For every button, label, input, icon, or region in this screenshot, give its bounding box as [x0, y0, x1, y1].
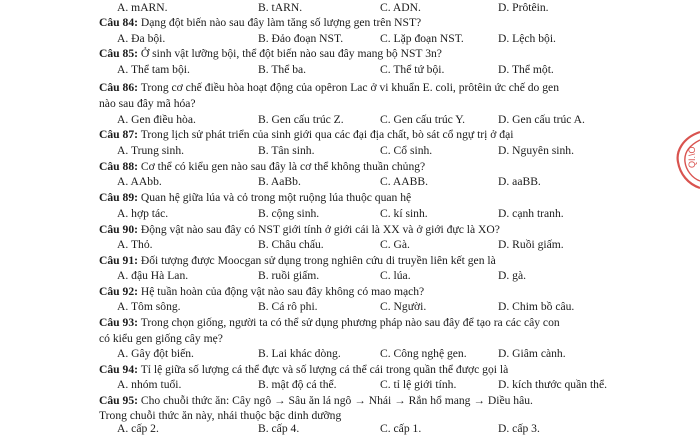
question-90 [0, 222, 700, 237]
question-text: Đối tượng được Moocgan sử dụng trong nghiên cứu di truyền liên kết gen là [140, 254, 496, 267]
option-c: C. AABB. [380, 175, 428, 188]
option-a: A. đậu Hà Lan. [117, 269, 189, 282]
answer-options-row [0, 237, 690, 252]
question-text: Cho chuỗi thức ăn: Cây ngô → Sâu ăn lá ngô → Nhái → Rắn hổ mang → Diều hâu. [140, 394, 533, 407]
stamp-text: QI.\O [687, 146, 697, 168]
question-93 [0, 315, 700, 330]
option-c: C. Cổ sinh. [380, 144, 433, 157]
option-b: B. Đảo đoạn NST. [258, 32, 344, 45]
option-d: D. Giâm cành. [498, 347, 566, 360]
option-c: C. Thể tứ bội. [380, 63, 445, 76]
question-number: Câu 89: [99, 191, 138, 204]
question-86-continuation [0, 96, 700, 111]
question-text: Ở sinh vật lưỡng bội, thể đột biến nào sau đây mang bộ NST 3n? [140, 47, 442, 60]
question-text: Trong chọn giống, người ta có thể sử dụng phương pháp nào sau đây để tạo ra các cây con [140, 316, 560, 329]
option-a: A. Thể tam bội. [117, 63, 190, 76]
option-a: A. Gây đột biến. [117, 347, 194, 360]
option-c: C. Công nghệ gen. [380, 347, 467, 360]
question-number: Câu 93: [99, 316, 138, 329]
option-d: D. Gen cấu trúc A. [498, 113, 585, 126]
answer-options-row [0, 143, 690, 158]
option-c: C. lúa. [380, 269, 411, 282]
option-b: B. Gen cấu trúc Z. [258, 113, 344, 126]
question-text: Trong cơ chế điều hòa hoạt động của opêron Lac ở vi khuẩn E. coli, prôtêin ức chế do gen [140, 81, 559, 94]
option-c: C. Lặp đoạn NST. [380, 32, 464, 45]
question-88 [0, 159, 700, 174]
option-c: C. ADN. [380, 1, 421, 14]
question-84 [0, 15, 700, 30]
answer-options-row [0, 346, 690, 361]
question-text: Trong lịch sử phát triển của sinh giới qua các đại địa chất, bò sát cổ ngự trị ở đại [140, 128, 514, 141]
question-text: Cơ thể có kiểu gen nào sau đây là cơ thể không thuần chủng? [140, 160, 426, 173]
option-d: D. Lệch bội. [498, 32, 556, 45]
question-number: Câu 88: [99, 160, 138, 173]
question-number: Câu 86: [99, 81, 138, 94]
answer-options-row [0, 421, 690, 436]
option-a: A. Tôm sông. [117, 300, 181, 313]
answer-options-row [0, 268, 690, 283]
answer-options-row [0, 174, 690, 189]
option-b: B. Lai khác dòng. [258, 347, 341, 360]
option-d: D. Thể một. [498, 63, 554, 76]
option-a: A. Gen điều hòa. [117, 113, 196, 126]
red-stamp-icon [670, 128, 700, 192]
option-a: A. nhóm tuổi. [117, 378, 182, 391]
question-text: Tỉ lệ giữa số lượng cá thể đực và số lượng cá thể cái trong quần thể được gọi là [140, 363, 509, 376]
option-a: A. AAbb. [117, 175, 162, 188]
option-d: D. cấp 3. [498, 422, 540, 435]
question-number: Câu 84: [99, 16, 138, 29]
option-c: C. cấp 1. [380, 422, 422, 435]
question-number: Câu 90: [99, 223, 138, 236]
option-b: B. tARN. [258, 1, 303, 14]
question-text: Quan hệ giữa lúa và cỏ trong một ruộng lúa thuộc quan hệ [140, 191, 412, 204]
question-number: Câu 87: [99, 128, 138, 141]
option-b: B. AaBb. [258, 175, 301, 188]
question-92 [0, 284, 700, 299]
question-text: Trong chuỗi thức ăn này, nhái thuộc bậc dinh dưỡng [99, 409, 342, 422]
question-number: Câu 85: [99, 47, 138, 60]
question-91 [0, 253, 700, 268]
question-text: nào sau đây mã hóa? [99, 97, 196, 110]
option-a: A. hợp tác. [117, 207, 169, 220]
option-a: A. Đa bội. [117, 32, 166, 45]
option-d: D. aaBB. [498, 175, 541, 188]
question-95 [0, 393, 700, 408]
option-a: A. Trung sinh. [117, 144, 185, 157]
question-text: Hệ tuần hoàn của động vật nào sau đây không có mao mạch? [140, 285, 425, 298]
option-b: B. cấp 4. [258, 422, 300, 435]
option-b: B. ruồi giấm. [258, 269, 320, 282]
option-a: A. mARN. [117, 1, 168, 14]
option-d: D. Chim bồ câu. [498, 300, 575, 313]
option-b: B. Cá rô phi. [258, 300, 318, 313]
option-c: C. tỉ lệ giới tính. [380, 378, 457, 391]
question-number: Câu 91: [99, 254, 138, 267]
answer-options-row [0, 31, 690, 46]
question-89 [0, 190, 700, 205]
option-b: B. mật độ cá thể. [258, 378, 337, 391]
option-a: A. Thỏ. [117, 238, 153, 251]
option-b: B. Châu chấu. [258, 238, 324, 251]
question-text: Động vật nào sau đây có NST giới tính ở giới cái là XX và ở giới đực là XO? [140, 223, 500, 236]
answer-options-row [0, 62, 690, 77]
answer-options-row [0, 0, 690, 15]
option-a: A. cấp 2. [117, 422, 159, 435]
option-b: B. cộng sinh. [258, 207, 320, 220]
option-d: D. cạnh tranh. [498, 207, 564, 220]
question-number: Câu 94: [99, 363, 138, 376]
question-number: Câu 92: [99, 285, 138, 298]
option-d: D. Ruồi giấm. [498, 238, 564, 251]
question-94 [0, 362, 700, 377]
question-text: Dạng đột biến nào sau đây làm tăng số lượng gen trên NST? [140, 16, 422, 29]
option-c: C. Gen cấu trúc Y. [380, 113, 465, 126]
option-b: B. Thể ba. [258, 63, 307, 76]
answer-options-row [0, 377, 690, 392]
option-c: C. Gà. [380, 238, 410, 251]
question-93-continuation [0, 331, 700, 346]
option-d: D. gà. [498, 269, 527, 282]
option-c: C. Người. [380, 300, 427, 313]
answer-options-row [0, 112, 690, 127]
question-87 [0, 127, 700, 142]
option-d: D. Prôtêin. [498, 1, 549, 14]
option-c: C. kí sinh. [380, 207, 428, 220]
answer-options-row [0, 299, 690, 314]
option-d: D. Nguyên sinh. [498, 144, 574, 157]
question-86 [0, 80, 700, 95]
question-text: có kiểu gen giống cây mẹ? [99, 332, 223, 345]
option-d: D. kích thước quần thể. [498, 378, 608, 391]
option-b: B. Tân sinh. [258, 144, 315, 157]
question-number: Câu 95: [99, 394, 138, 407]
question-85 [0, 46, 700, 61]
answer-options-row [0, 206, 690, 221]
